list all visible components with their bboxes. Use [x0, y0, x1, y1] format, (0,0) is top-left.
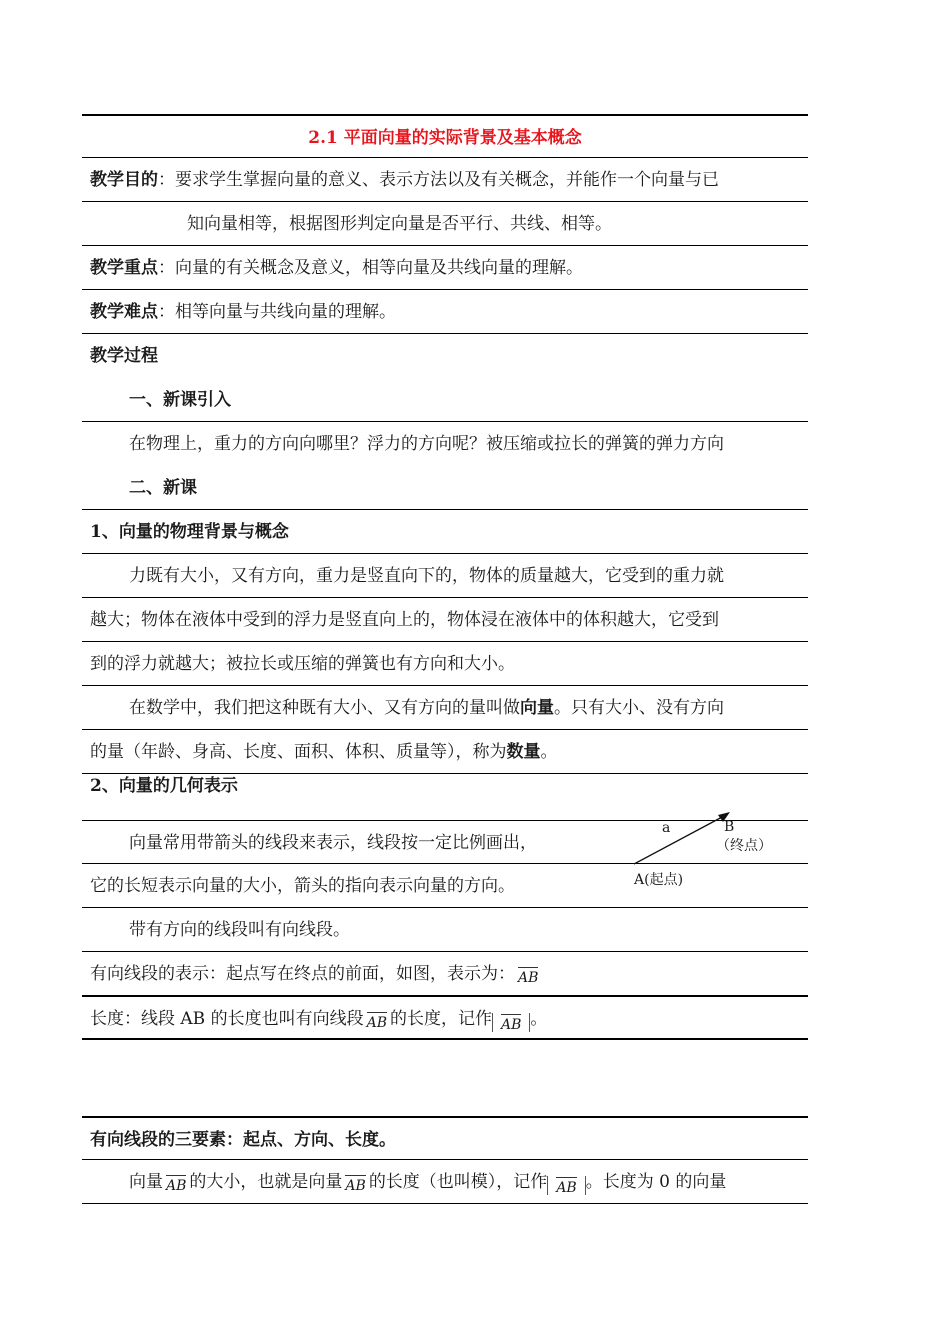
part1-heading: 1、向量的物理背景与概念: [82, 510, 808, 554]
part1-p1-line1: 力既有大小，又有方向，重力是竖直向下的，物体的质量越大，它受到的重力就: [82, 554, 808, 598]
part2-line2: 它的长短表示向量的大小，箭头的指向表示向量的方向。: [82, 864, 808, 908]
part2-line5-b: 的长度，记作: [389, 1009, 492, 1029]
part1-p2-line1-a: 在数学中，我们把这种既有大小、又有方向的量叫做: [129, 698, 520, 718]
vector-ab-symbol: AB: [556, 1177, 576, 1195]
page-gap: [82, 1040, 808, 1116]
vector-ab-symbol: AB: [501, 1014, 521, 1032]
part3-line1-b: 的大小，也就是向量: [189, 1172, 343, 1192]
section2-heading: 二、新课: [82, 466, 808, 510]
part2-line5: [82, 996, 808, 1040]
term-scalar: 数量: [506, 742, 541, 762]
aims-colon: ：: [158, 170, 175, 190]
difficulties-text: 相等向量与共线向量的理解。: [175, 302, 396, 322]
part2-line4: [82, 952, 808, 996]
part3-line1-d: 。长度为 0 的向量: [585, 1172, 727, 1192]
part1-p2-line1: [82, 686, 808, 730]
difficulties-label: 教学难点: [90, 302, 158, 322]
vector-ab-symbol: AB: [166, 1175, 186, 1193]
part2-line5-a: 长度：线段 AB 的长度也叫有向线段: [90, 1009, 364, 1029]
key-points-text: 向量的有关概念及意义，相等向量及共线向量的理解。: [175, 258, 583, 278]
part3-line1: [82, 1160, 808, 1204]
aims-row: [82, 158, 808, 202]
part1-p2-line2: [82, 730, 808, 774]
vector-ab-symbol: AB: [518, 967, 538, 985]
aims-line2: 知向量相等，根据图形判定向量是否平行、共线、相等。: [82, 202, 808, 246]
key-points-row: [82, 246, 808, 290]
part3-heading: 有向线段的三要素：起点、方向、长度。: [82, 1116, 808, 1160]
part1-p2-line2-b: 。: [540, 742, 558, 762]
aims-label: 教学目的: [90, 170, 158, 190]
term-vector: 向量: [520, 698, 554, 718]
label-a: a: [662, 820, 671, 836]
vector-ab-symbol: AB: [345, 1175, 365, 1193]
difficulties-row: [82, 290, 808, 334]
vector-ab-magnitude: [492, 1013, 530, 1032]
section1-heading: 一、新课引入: [82, 378, 808, 422]
vector-ab-symbol: AB: [367, 1012, 387, 1030]
process-heading: 教学过程: [90, 346, 158, 366]
part2-line1: 向量常用带箭头的线段来表示，线段按一定比例画出，: [82, 820, 808, 864]
page-title: 2.1 平面向量的实际背景及基本概念: [82, 114, 808, 158]
aims-line1: 要求学生掌握向量的意义、表示方法以及有关概念，并能作一个向量与已: [175, 170, 719, 190]
label-b: B: [724, 819, 735, 835]
key-points-label: 教学重点: [90, 258, 158, 278]
part2-line3: 带有方向的线段叫有向线段。: [82, 908, 808, 952]
part1-p2-line1-b: 。只有大小、没有方向: [554, 698, 724, 718]
part2-line4-text: 有向线段的表示：起点写在终点的前面，如图，表示为：: [90, 964, 515, 984]
vector-ab-magnitude: [547, 1176, 585, 1195]
part3-line1-a: 向量: [129, 1172, 163, 1192]
part2-line5-c: 。: [530, 1009, 548, 1029]
vector-arrow-line: [634, 816, 724, 864]
part3-line1-c: 的长度（也叫模），记作: [368, 1172, 548, 1192]
part1-p1-line3: 到的浮力就越大；被拉长或压缩的弹簧也有方向和大小。: [82, 642, 808, 686]
key-points-colon: ：: [158, 258, 175, 278]
part1-p1-line2: 越大；物体在液体中受到的浮力是竖直向上的，物体浸在液体中的体积越大，它受到: [82, 598, 808, 642]
label-start-point: A(起点): [634, 872, 684, 888]
lesson-page: [82, 114, 808, 1204]
label-end-point: （终点）: [716, 838, 772, 854]
section1-text: 在物理上，重力的方向向哪里？浮力的方向呢？被压缩或拉长的弹簧的弹力方向: [129, 434, 724, 454]
vector-diagram: [620, 808, 800, 898]
part2-heading: 2、向量的几何表示: [90, 776, 238, 796]
part1-p2-line2-a: 的量（年龄、身高、长度、面积、体积、质量等），称为: [90, 742, 507, 762]
difficulties-colon: ：: [158, 302, 175, 322]
